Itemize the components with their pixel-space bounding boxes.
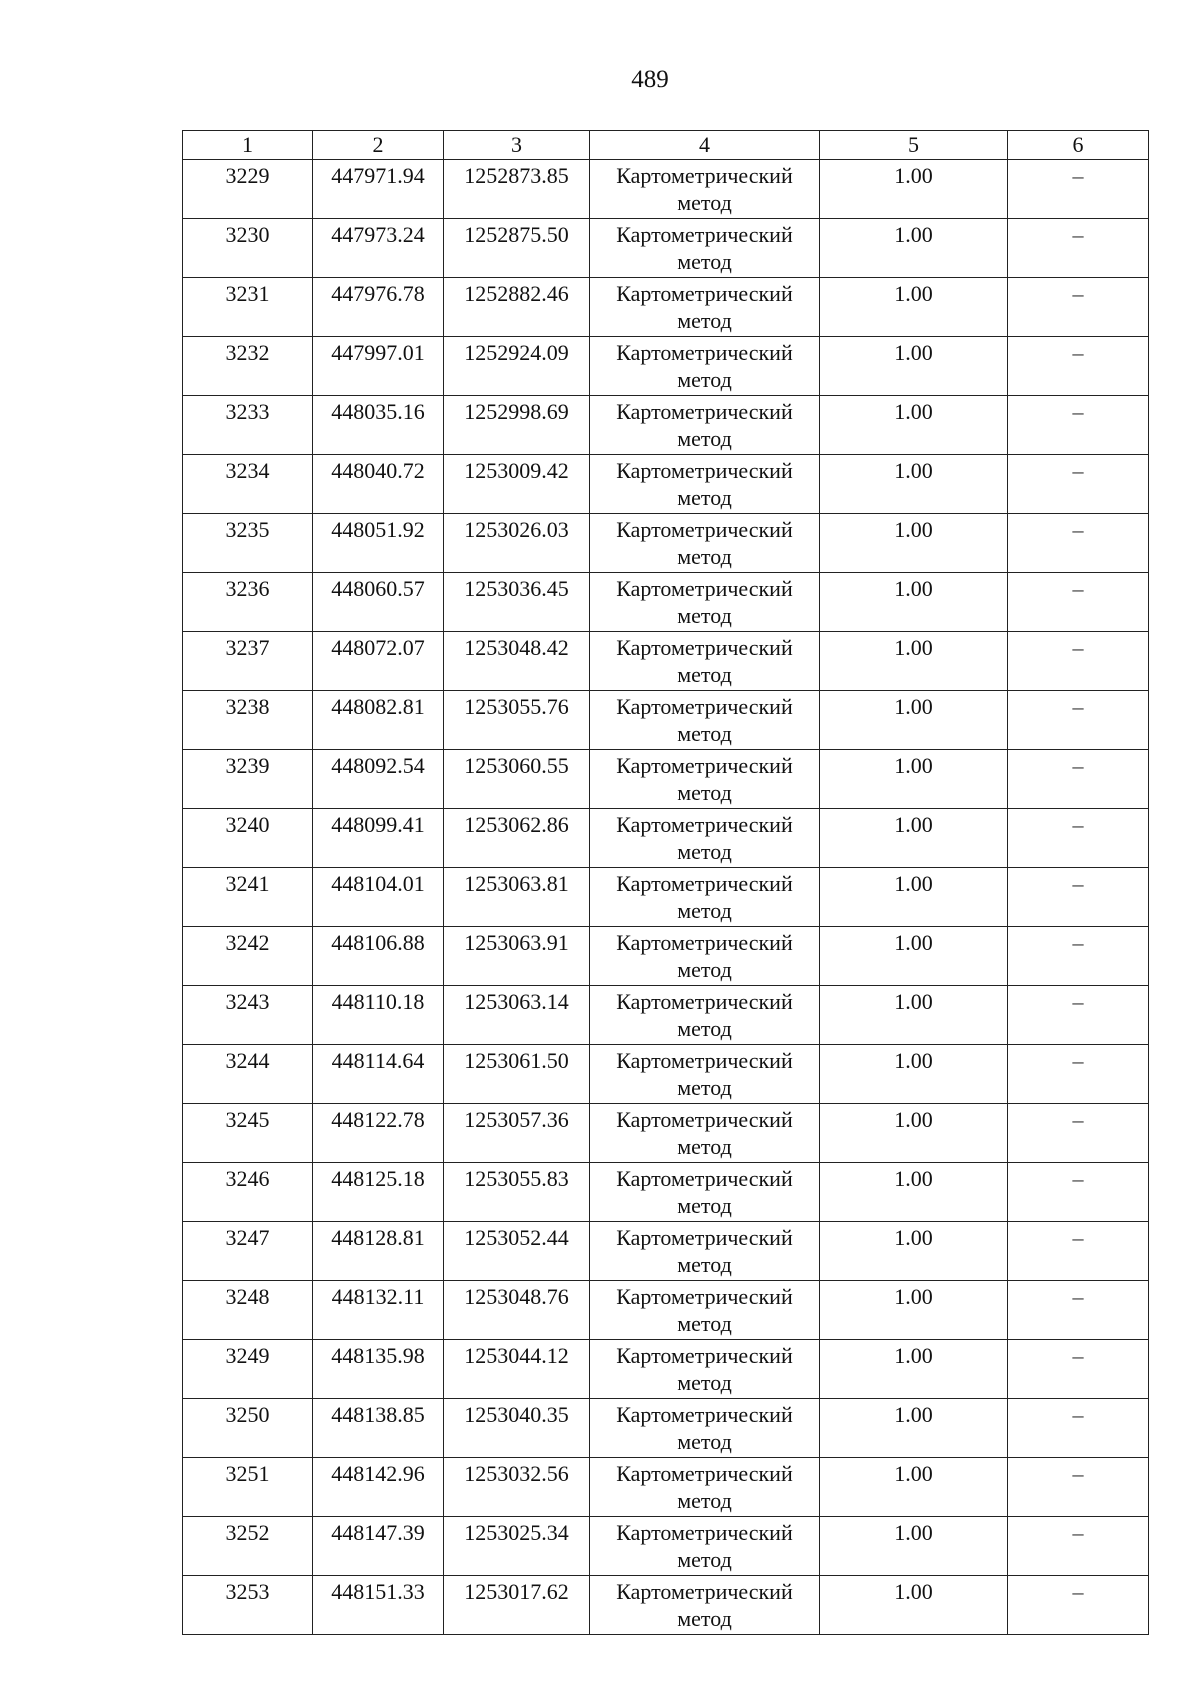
point-number-cell: 3250 — [183, 1399, 313, 1458]
table-row — [183, 455, 1149, 514]
y-coordinate-cell: 1253063.91 — [444, 927, 590, 986]
y-coordinate-cell: 1252924.09 — [444, 337, 590, 396]
x-coordinate-cell: 448092.54 — [313, 750, 444, 809]
note-cell: – — [1008, 927, 1149, 986]
x-coordinate-cell: 448110.18 — [313, 986, 444, 1045]
accuracy-cell: 1.00 — [820, 514, 1008, 573]
y-coordinate-cell: 1252873.85 — [444, 160, 590, 219]
note-cell: – — [1008, 1281, 1149, 1340]
table-row — [183, 1045, 1149, 1104]
x-coordinate-cell: 448099.41 — [313, 809, 444, 868]
method-cell: Картометрический метод — [590, 1281, 820, 1340]
method-cell: Картометрический метод — [590, 1458, 820, 1517]
accuracy-cell: 1.00 — [820, 278, 1008, 337]
point-number-cell: 3251 — [183, 1458, 313, 1517]
accuracy-cell: 1.00 — [820, 1045, 1008, 1104]
x-coordinate-cell: 448104.01 — [313, 868, 444, 927]
point-number-cell: 3242 — [183, 927, 313, 986]
y-coordinate-cell: 1253063.14 — [444, 986, 590, 1045]
x-coordinate-cell: 448135.98 — [313, 1340, 444, 1399]
x-coordinate-cell: 447971.94 — [313, 160, 444, 219]
y-coordinate-cell: 1253026.03 — [444, 514, 590, 573]
x-coordinate-cell: 448147.39 — [313, 1517, 444, 1576]
table-row — [183, 1222, 1149, 1281]
table-row — [183, 1281, 1149, 1340]
point-number-cell: 3232 — [183, 337, 313, 396]
note-cell: – — [1008, 1517, 1149, 1576]
accuracy-cell: 1.00 — [820, 1281, 1008, 1340]
method-cell: Картометрический метод — [590, 750, 820, 809]
point-number-cell: 3243 — [183, 986, 313, 1045]
accuracy-cell: 1.00 — [820, 1222, 1008, 1281]
note-cell: – — [1008, 219, 1149, 278]
accuracy-cell: 1.00 — [820, 219, 1008, 278]
note-cell: – — [1008, 1576, 1149, 1635]
note-cell: – — [1008, 809, 1149, 868]
y-coordinate-cell: 1253055.83 — [444, 1163, 590, 1222]
point-number-cell: 3248 — [183, 1281, 313, 1340]
point-number-cell: 3231 — [183, 278, 313, 337]
method-cell: Картометрический метод — [590, 986, 820, 1045]
note-cell: – — [1008, 1163, 1149, 1222]
table-row — [183, 278, 1149, 337]
note-cell: – — [1008, 1458, 1149, 1517]
x-coordinate-cell: 448072.07 — [313, 632, 444, 691]
y-coordinate-cell: 1253025.34 — [444, 1517, 590, 1576]
point-number-cell: 3245 — [183, 1104, 313, 1163]
point-number-cell: 3234 — [183, 455, 313, 514]
method-cell: Картометрический метод — [590, 1517, 820, 1576]
note-cell: – — [1008, 337, 1149, 396]
y-coordinate-cell: 1253060.55 — [444, 750, 590, 809]
column-header: 4 — [590, 131, 820, 160]
method-cell: Картометрический метод — [590, 1045, 820, 1104]
note-cell: – — [1008, 986, 1149, 1045]
x-coordinate-cell: 448060.57 — [313, 573, 444, 632]
point-number-cell: 3246 — [183, 1163, 313, 1222]
accuracy-cell: 1.00 — [820, 868, 1008, 927]
note-cell: – — [1008, 455, 1149, 514]
accuracy-cell: 1.00 — [820, 1399, 1008, 1458]
table-row — [183, 927, 1149, 986]
accuracy-cell: 1.00 — [820, 455, 1008, 514]
accuracy-cell: 1.00 — [820, 160, 1008, 219]
table-row — [183, 1458, 1149, 1517]
y-coordinate-cell: 1253048.76 — [444, 1281, 590, 1340]
x-coordinate-cell: 448114.64 — [313, 1045, 444, 1104]
point-number-cell: 3236 — [183, 573, 313, 632]
accuracy-cell: 1.00 — [820, 396, 1008, 455]
point-number-cell: 3235 — [183, 514, 313, 573]
x-coordinate-cell: 447976.78 — [313, 278, 444, 337]
method-cell: Картометрический метод — [590, 809, 820, 868]
table-row — [183, 868, 1149, 927]
accuracy-cell: 1.00 — [820, 1458, 1008, 1517]
point-number-cell: 3252 — [183, 1517, 313, 1576]
table-row — [183, 1104, 1149, 1163]
x-coordinate-cell: 447973.24 — [313, 219, 444, 278]
method-cell: Картометрический метод — [590, 1399, 820, 1458]
y-coordinate-cell: 1253055.76 — [444, 691, 590, 750]
note-cell: – — [1008, 1104, 1149, 1163]
table-row — [183, 750, 1149, 809]
y-coordinate-cell: 1253032.56 — [444, 1458, 590, 1517]
column-header: 6 — [1008, 131, 1149, 160]
x-coordinate-cell: 448151.33 — [313, 1576, 444, 1635]
method-cell: Картометрический метод — [590, 691, 820, 750]
accuracy-cell: 1.00 — [820, 337, 1008, 396]
method-cell: Картометрический метод — [590, 927, 820, 986]
x-coordinate-cell: 448142.96 — [313, 1458, 444, 1517]
point-number-cell: 3237 — [183, 632, 313, 691]
coordinates-table — [182, 130, 1149, 1635]
y-coordinate-cell: 1253036.45 — [444, 573, 590, 632]
note-cell: – — [1008, 1045, 1149, 1104]
method-cell: Картометрический метод — [590, 514, 820, 573]
x-coordinate-cell: 448051.92 — [313, 514, 444, 573]
x-coordinate-cell: 448132.11 — [313, 1281, 444, 1340]
y-coordinate-cell: 1253062.86 — [444, 809, 590, 868]
y-coordinate-cell: 1252875.50 — [444, 219, 590, 278]
method-cell: Картометрический метод — [590, 573, 820, 632]
note-cell: – — [1008, 1399, 1149, 1458]
column-header: 1 — [183, 131, 313, 160]
method-cell: Картометрический метод — [590, 219, 820, 278]
note-cell: – — [1008, 278, 1149, 337]
accuracy-cell: 1.00 — [820, 809, 1008, 868]
point-number-cell: 3230 — [183, 219, 313, 278]
y-coordinate-cell: 1253048.42 — [444, 632, 590, 691]
y-coordinate-cell: 1253061.50 — [444, 1045, 590, 1104]
method-cell: Картометрический метод — [590, 278, 820, 337]
accuracy-cell: 1.00 — [820, 573, 1008, 632]
table-row — [183, 337, 1149, 396]
x-coordinate-cell: 448035.16 — [313, 396, 444, 455]
accuracy-cell: 1.00 — [820, 750, 1008, 809]
table-row — [183, 1517, 1149, 1576]
table-row — [183, 1576, 1149, 1635]
x-coordinate-cell: 448138.85 — [313, 1399, 444, 1458]
method-cell: Картометрический метод — [590, 396, 820, 455]
note-cell: – — [1008, 396, 1149, 455]
method-cell: Картометрический метод — [590, 1163, 820, 1222]
y-coordinate-cell: 1252882.46 — [444, 278, 590, 337]
point-number-cell: 3240 — [183, 809, 313, 868]
accuracy-cell: 1.00 — [820, 1576, 1008, 1635]
table-row — [183, 1340, 1149, 1399]
point-number-cell: 3253 — [183, 1576, 313, 1635]
point-number-cell: 3239 — [183, 750, 313, 809]
x-coordinate-cell: 447997.01 — [313, 337, 444, 396]
table-header-row — [183, 131, 1149, 160]
table-row — [183, 219, 1149, 278]
point-number-cell: 3244 — [183, 1045, 313, 1104]
method-cell: Картометрический метод — [590, 1576, 820, 1635]
note-cell: – — [1008, 514, 1149, 573]
accuracy-cell: 1.00 — [820, 1517, 1008, 1576]
method-cell: Картометрический метод — [590, 632, 820, 691]
method-cell: Картометрический метод — [590, 455, 820, 514]
note-cell: – — [1008, 750, 1149, 809]
y-coordinate-cell: 1253063.81 — [444, 868, 590, 927]
y-coordinate-cell: 1253057.36 — [444, 1104, 590, 1163]
y-coordinate-cell: 1253009.42 — [444, 455, 590, 514]
note-cell: – — [1008, 1340, 1149, 1399]
point-number-cell: 3249 — [183, 1340, 313, 1399]
x-coordinate-cell: 448128.81 — [313, 1222, 444, 1281]
y-coordinate-cell: 1252998.69 — [444, 396, 590, 455]
accuracy-cell: 1.00 — [820, 632, 1008, 691]
note-cell: – — [1008, 1222, 1149, 1281]
x-coordinate-cell: 448106.88 — [313, 927, 444, 986]
table-row — [183, 809, 1149, 868]
table-row — [183, 1399, 1149, 1458]
column-header: 3 — [444, 131, 590, 160]
note-cell: – — [1008, 868, 1149, 927]
page-number: 489 — [631, 66, 669, 93]
method-cell: Картометрический метод — [590, 868, 820, 927]
table-row — [183, 986, 1149, 1045]
x-coordinate-cell: 448125.18 — [313, 1163, 444, 1222]
point-number-cell: 3238 — [183, 691, 313, 750]
table-row — [183, 1163, 1149, 1222]
point-number-cell: 3233 — [183, 396, 313, 455]
table-body — [183, 160, 1149, 1635]
accuracy-cell: 1.00 — [820, 1163, 1008, 1222]
accuracy-cell: 1.00 — [820, 927, 1008, 986]
point-number-cell: 3247 — [183, 1222, 313, 1281]
method-cell: Картометрический метод — [590, 337, 820, 396]
accuracy-cell: 1.00 — [820, 986, 1008, 1045]
table-row — [183, 160, 1149, 219]
point-number-cell: 3241 — [183, 868, 313, 927]
table-row — [183, 396, 1149, 455]
point-number-cell: 3229 — [183, 160, 313, 219]
accuracy-cell: 1.00 — [820, 1340, 1008, 1399]
x-coordinate-cell: 448122.78 — [313, 1104, 444, 1163]
y-coordinate-cell: 1253052.44 — [444, 1222, 590, 1281]
x-coordinate-cell: 448082.81 — [313, 691, 444, 750]
method-cell: Картометрический метод — [590, 160, 820, 219]
method-cell: Картометрический метод — [590, 1104, 820, 1163]
accuracy-cell: 1.00 — [820, 1104, 1008, 1163]
y-coordinate-cell: 1253040.35 — [444, 1399, 590, 1458]
table-row — [183, 573, 1149, 632]
y-coordinate-cell: 1253044.12 — [444, 1340, 590, 1399]
table-row — [183, 514, 1149, 573]
method-cell: Картометрический метод — [590, 1222, 820, 1281]
accuracy-cell: 1.00 — [820, 691, 1008, 750]
table-row — [183, 691, 1149, 750]
note-cell: – — [1008, 691, 1149, 750]
table-row — [183, 632, 1149, 691]
column-header: 5 — [820, 131, 1008, 160]
note-cell: – — [1008, 632, 1149, 691]
method-cell: Картометрический метод — [590, 1340, 820, 1399]
note-cell: – — [1008, 160, 1149, 219]
x-coordinate-cell: 448040.72 — [313, 455, 444, 514]
column-header: 2 — [313, 131, 444, 160]
y-coordinate-cell: 1253017.62 — [444, 1576, 590, 1635]
note-cell: – — [1008, 573, 1149, 632]
